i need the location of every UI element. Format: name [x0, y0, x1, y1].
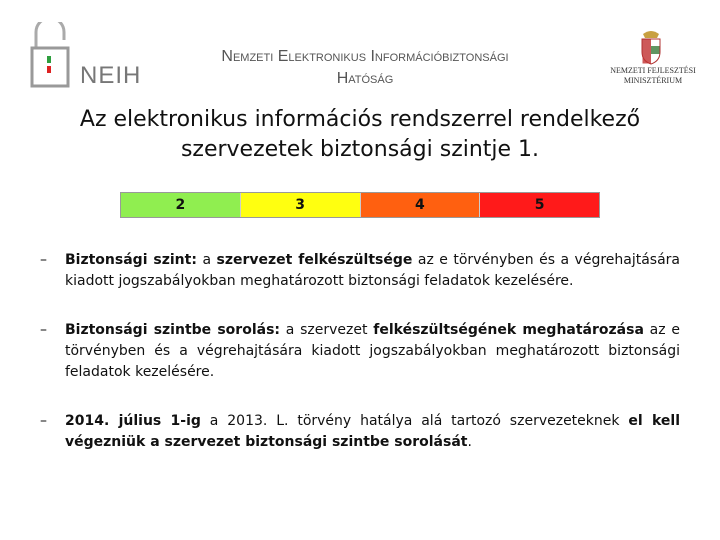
neih-logo-text: NEIH: [80, 62, 142, 89]
level-cell-4: [361, 193, 481, 217]
definition-list: [40, 250, 680, 481]
bullet-bold-text: Biztonsági szintbe sorolás:: [65, 322, 280, 338]
bullet-bold-text: 2014. július 1-ig: [65, 413, 201, 429]
level-label: 2: [175, 197, 186, 213]
bullet-dash: –: [40, 322, 47, 338]
slide-title-line2: szervezetek biztonsági szintje 1.: [180, 137, 540, 162]
security-level-bar: [120, 192, 600, 218]
bullet-bold-text: el kell végezniük a szervezet biztonsági szintbe sorolását: [65, 413, 680, 450]
level-cell-3: [241, 193, 361, 217]
bullet-text: .: [467, 434, 472, 450]
bullet-bold-text: Biztonsági szint:: [65, 252, 197, 268]
ministry-logo: [608, 26, 698, 92]
lock-logo-icon: [30, 22, 70, 88]
bullet-text: a 2013. L. törvény hatálya alá tartozó szervezeteknek: [200, 413, 629, 429]
bullet-bold-text: szervezet felkészültsége: [216, 252, 413, 268]
bullet-security-level: [40, 250, 680, 292]
bullet-deadline: [40, 411, 680, 453]
bullet-text: az e törvényben és a végrehajtására kiadott jogszabályokban meghatározott biztonsági feladatok kezelésére.: [65, 252, 681, 289]
slide-title-line1: Az elektronikus információs rendszerrel rendelkező: [79, 107, 641, 132]
bullet-level-classification: [40, 320, 680, 383]
level-label: 4: [415, 197, 425, 213]
agency-title: [150, 46, 580, 90]
ministry-name: [608, 66, 698, 86]
bullet-text: a szervezet: [280, 322, 374, 338]
bullet-dash: –: [40, 252, 47, 268]
bullet-text: az e törvényben és a végrehajtására kiadott jogszabályokban meghatározott biztonsági feladatok kezelésére.: [65, 322, 680, 380]
level-label: 3: [295, 197, 305, 213]
agency-title-line1: Nemzeti Elektronikus Információbiztonsági: [221, 48, 509, 65]
ministry-line1: NEMZETI FEJLESZTÉSI: [610, 66, 696, 75]
bullet-bold-text: felkészültségének meghatározása: [373, 322, 644, 338]
agency-title-line2: Hatóság: [336, 70, 394, 87]
bullet-dash: –: [40, 413, 47, 429]
ministry-line2: MINISZTÉRIUM: [623, 76, 683, 85]
slide-title: [40, 105, 680, 165]
level-cell-2: [121, 193, 241, 217]
hungarian-crest-icon: [638, 26, 664, 66]
level-label: 5: [534, 197, 545, 213]
bullet-text: a: [196, 252, 217, 268]
neih-logo: [30, 22, 140, 92]
level-cell-5: [480, 193, 599, 217]
